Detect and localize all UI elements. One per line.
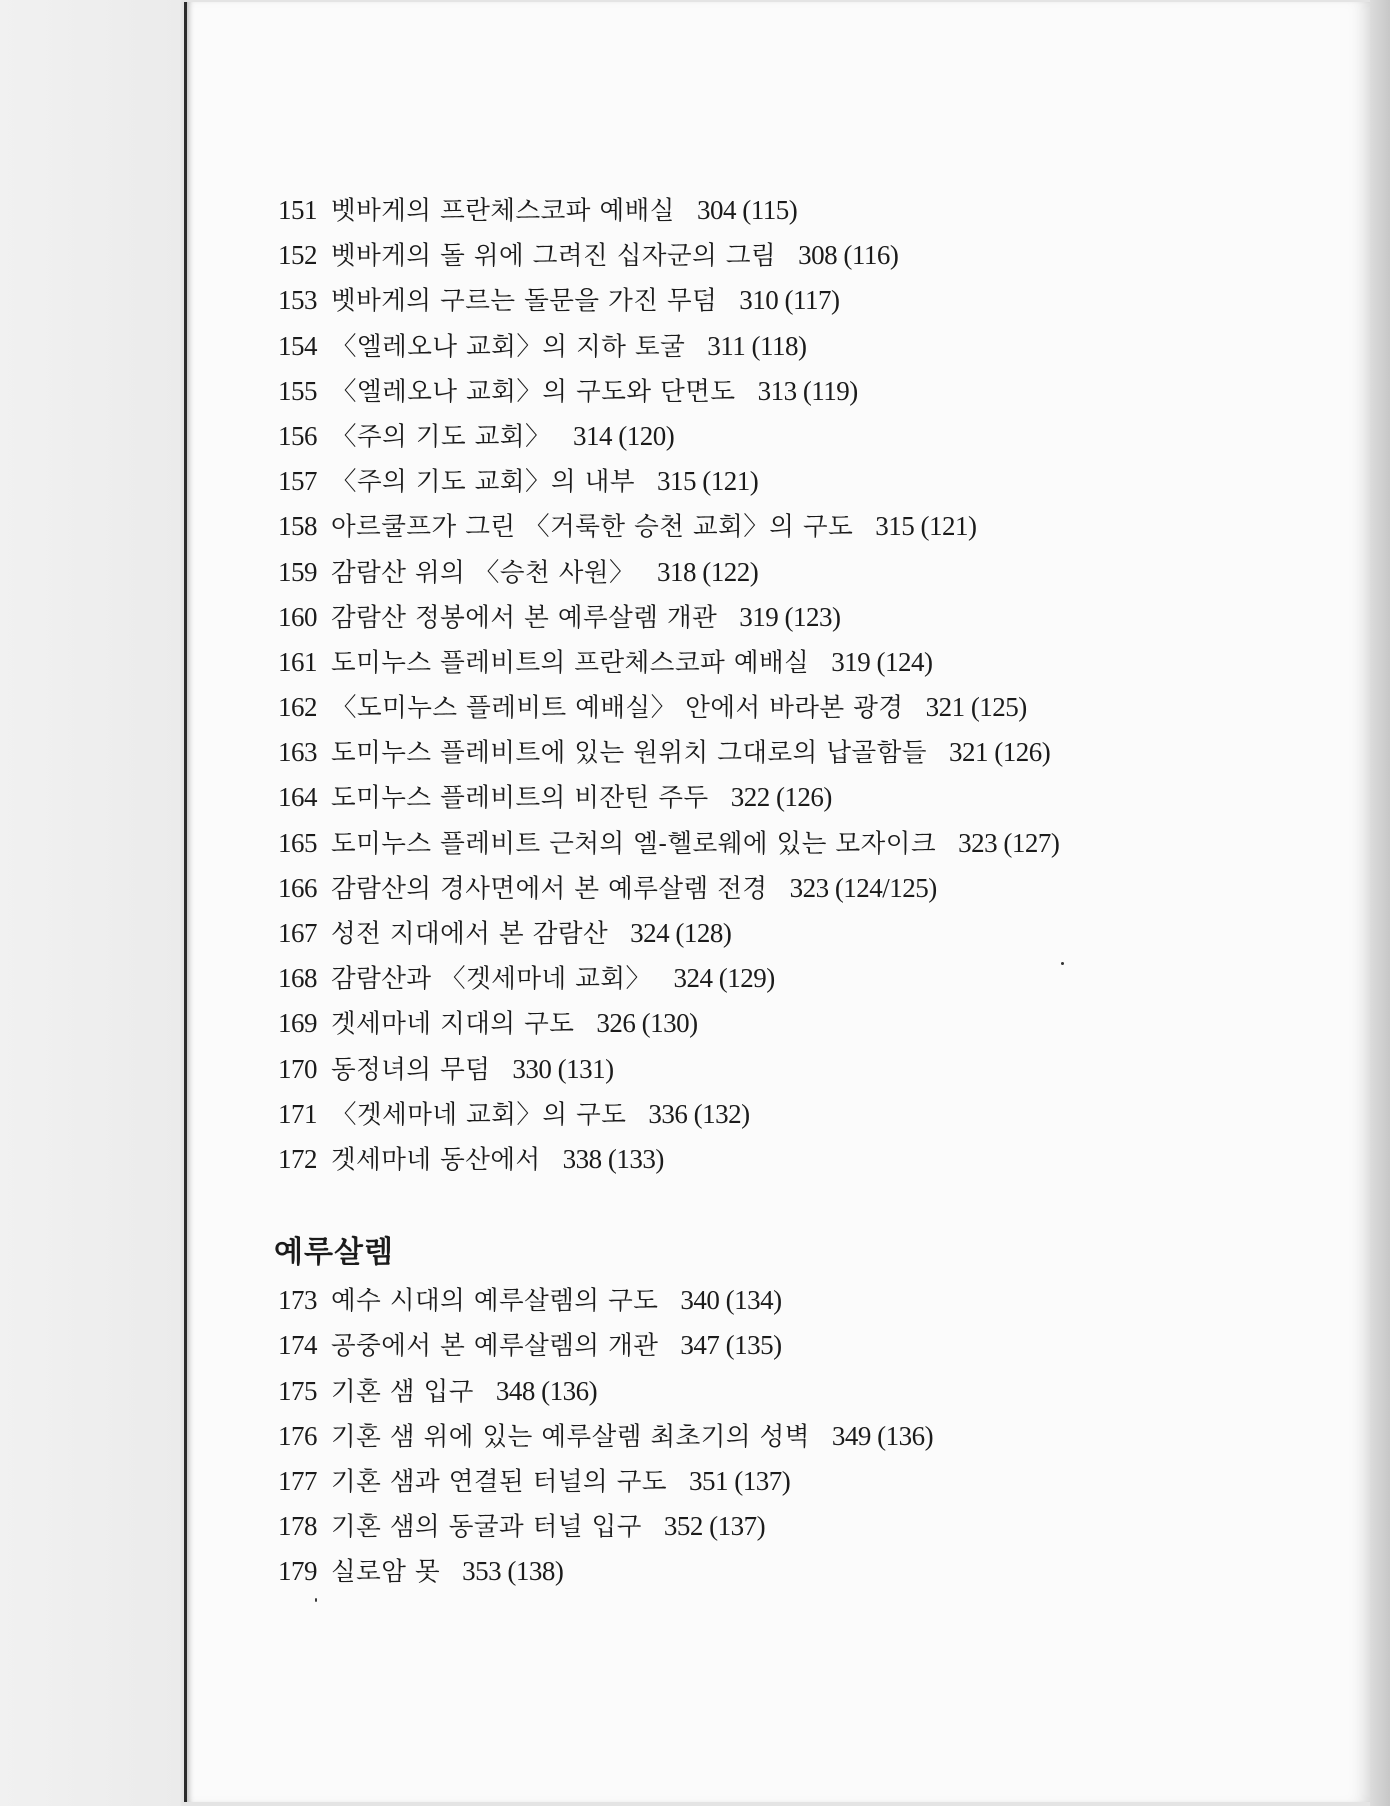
page-reference: 319 (124) xyxy=(831,646,933,677)
list-item xyxy=(278,188,1278,233)
list-item xyxy=(278,1549,1278,1594)
list-item xyxy=(278,324,1278,369)
figure-number: 157 xyxy=(278,466,317,497)
page-reference: 352 (137) xyxy=(663,1511,766,1542)
list-item xyxy=(278,1001,1278,1046)
page-reference: 336 (132) xyxy=(648,1098,750,1129)
page-reference: 323 (124/125) xyxy=(789,872,937,903)
entry-list xyxy=(278,188,1278,1182)
figure-title: 겟세마네 동산에서 xyxy=(331,1144,541,1175)
figure-number: 158 xyxy=(278,511,317,542)
figure-number: 178 xyxy=(278,1511,317,1542)
figure-number: 179 xyxy=(278,1556,317,1587)
figure-number: 166 xyxy=(278,872,317,903)
page-reference: 314 (120) xyxy=(573,420,675,451)
page-reference: 310 (117) xyxy=(739,285,840,316)
figure-title: 성전 지대에서 본 감람산 xyxy=(331,919,609,949)
figure-number: 156 xyxy=(278,420,317,451)
figure-number: 163 xyxy=(278,737,317,768)
figure-title: 도미누스 플레비트 근처의 엘-헬로웨에 있는 모자이크 xyxy=(331,828,937,859)
figure-number: 172 xyxy=(278,1143,317,1174)
list-item xyxy=(278,504,1278,549)
page-reference: 348 (136) xyxy=(495,1375,598,1406)
page-reference: 351 (137) xyxy=(689,1465,791,1496)
figure-number: 168 xyxy=(278,963,317,994)
page-reference: 315 (121) xyxy=(875,511,977,542)
list-item xyxy=(278,821,1278,866)
page-reference: 321 (126) xyxy=(948,737,1051,768)
list-item xyxy=(278,775,1278,820)
figure-number: 167 xyxy=(278,918,317,948)
page-reference: 338 (133) xyxy=(562,1143,664,1174)
figure-title: 〈주의 기도 교회〉 xyxy=(331,421,552,452)
list-item xyxy=(278,1047,1278,1092)
figure-title: 실로암 못 xyxy=(331,1557,441,1588)
list-item xyxy=(278,459,1278,504)
figure-number: 151 xyxy=(278,195,317,225)
figure-number: 154 xyxy=(278,330,317,361)
page-reference: 319 (123) xyxy=(739,601,841,632)
figure-title: 벳바게의 구르는 돌문을 가진 무덤 xyxy=(331,286,718,317)
page-reference: 330 (131) xyxy=(512,1053,614,1084)
list-item xyxy=(278,1459,1278,1504)
figure-title: 〈엘레오나 교회〉의 구도와 단면도 xyxy=(331,376,736,407)
page-reference: 322 (126) xyxy=(730,782,832,813)
list-item xyxy=(278,233,1278,278)
list-item xyxy=(278,414,1278,459)
figure-number: 159 xyxy=(278,556,317,587)
page-reference: 323 (127) xyxy=(958,827,1060,858)
figure-number: 173 xyxy=(278,1285,317,1316)
figure-number: 160 xyxy=(278,601,317,632)
figure-title: 〈주의 기도 교회〉의 내부 xyxy=(331,467,636,498)
page-reference: 340 (134) xyxy=(680,1285,782,1316)
figure-title: 〈엘레오나 교회〉의 지하 토굴 xyxy=(331,331,686,362)
list-item xyxy=(278,1323,1278,1368)
figure-title: 벳바게의 프란체스코파 예배실 xyxy=(331,196,675,226)
scan-speck xyxy=(315,1598,317,1602)
list-item xyxy=(278,278,1278,323)
figure-title: 기혼 샘 위에 있는 예루살렘 최초기의 성벽 xyxy=(331,1421,810,1452)
page-reference: 324 (128) xyxy=(630,918,732,948)
list-item xyxy=(278,730,1278,775)
page-reference: 347 (135) xyxy=(680,1330,782,1361)
figure-number: 175 xyxy=(278,1375,317,1406)
figure-number: 155 xyxy=(278,375,317,406)
page-edge-shadow xyxy=(1370,0,1390,1806)
figure-number: 152 xyxy=(278,240,317,271)
page-reference: 304 (115) xyxy=(696,195,798,225)
list-item xyxy=(278,369,1278,414)
list-item xyxy=(278,956,1278,1001)
figure-number: 165 xyxy=(278,827,317,858)
figure-title: 아르쿨프가 그린 〈거룩한 승천 교회〉의 구도 xyxy=(331,512,854,543)
figure-number: 162 xyxy=(278,692,317,723)
figure-title: 도미누스 플레비트의 프란체스코파 예배실 xyxy=(331,647,810,678)
entry-list xyxy=(278,1278,1278,1594)
list-item xyxy=(278,866,1278,911)
page-reference: 349 (136) xyxy=(831,1420,934,1451)
figure-number: 153 xyxy=(278,285,317,316)
list-item xyxy=(278,1369,1278,1414)
list-item xyxy=(278,1414,1278,1459)
figure-title: 감람산 정봉에서 본 예루살렘 개관 xyxy=(331,602,718,633)
list-item xyxy=(278,640,1278,685)
figure-title: 감람산 위의 〈승천 사원〉 xyxy=(331,557,636,588)
figure-title: 예수 시대의 예루살렘의 구도 xyxy=(331,1286,659,1317)
list-item xyxy=(278,550,1278,595)
figure-title: 공중에서 본 예루살렘의 개관 xyxy=(331,1331,659,1362)
page-reference: 313 (119) xyxy=(757,375,858,406)
page-reference: 353 (138) xyxy=(462,1556,564,1587)
figure-number: 170 xyxy=(278,1053,317,1084)
figure-title: 벳바게의 돌 위에 그려진 십자군의 그림 xyxy=(331,241,777,272)
figure-number: 169 xyxy=(278,1008,317,1039)
page-reference: 315 (121) xyxy=(657,466,759,497)
figure-number: 171 xyxy=(278,1098,317,1129)
figure-title: 겟세마네 지대의 구도 xyxy=(331,1009,575,1040)
list-item xyxy=(278,911,1278,956)
figure-title: 도미누스 플레비트의 비잔틴 주두 xyxy=(331,783,709,814)
list-item xyxy=(278,1504,1278,1549)
list-item xyxy=(278,1092,1278,1137)
figure-number: 176 xyxy=(278,1420,317,1451)
figure-number: 164 xyxy=(278,782,317,813)
list-item xyxy=(278,1278,1278,1323)
illustration-index xyxy=(274,188,1278,1594)
figure-number: 161 xyxy=(278,646,317,677)
figure-title: 감람산의 경사면에서 본 예루살렘 전경 xyxy=(331,873,768,904)
figure-title: 기혼 샘의 동굴과 터널 입구 xyxy=(331,1512,642,1543)
section-heading: 예루살렘 xyxy=(274,1235,394,1271)
figure-title: 동정녀의 무덤 xyxy=(331,1054,491,1085)
page-reference: 311 (118) xyxy=(707,330,807,361)
figure-title: 〈겟세마네 교회〉의 구도 xyxy=(331,1099,627,1130)
figure-title: 〈도미누스 플레비트 예배실〉 안에서 바라본 광경 xyxy=(331,693,904,724)
figure-title: 기혼 샘과 연결된 터널의 구도 xyxy=(331,1466,668,1497)
page-reference: 321 (125) xyxy=(925,692,1027,723)
figure-number: 174 xyxy=(278,1330,317,1361)
list-item xyxy=(278,685,1278,730)
figure-title: 도미누스 플레비트에 있는 원위치 그대로의 납골함들 xyxy=(331,738,927,769)
list-item xyxy=(278,595,1278,640)
page-reference: 318 (122) xyxy=(657,556,759,587)
figure-title: 기혼 샘 입구 xyxy=(331,1376,474,1407)
figure-title: 감람산과 〈겟세마네 교회〉 xyxy=(331,964,652,995)
figure-number: 177 xyxy=(278,1465,317,1496)
list-item xyxy=(278,1137,1278,1182)
page-reference: 324 (129) xyxy=(673,963,775,994)
page-reference: 308 (116) xyxy=(798,240,899,271)
page-reference: 326 (130) xyxy=(596,1008,698,1039)
